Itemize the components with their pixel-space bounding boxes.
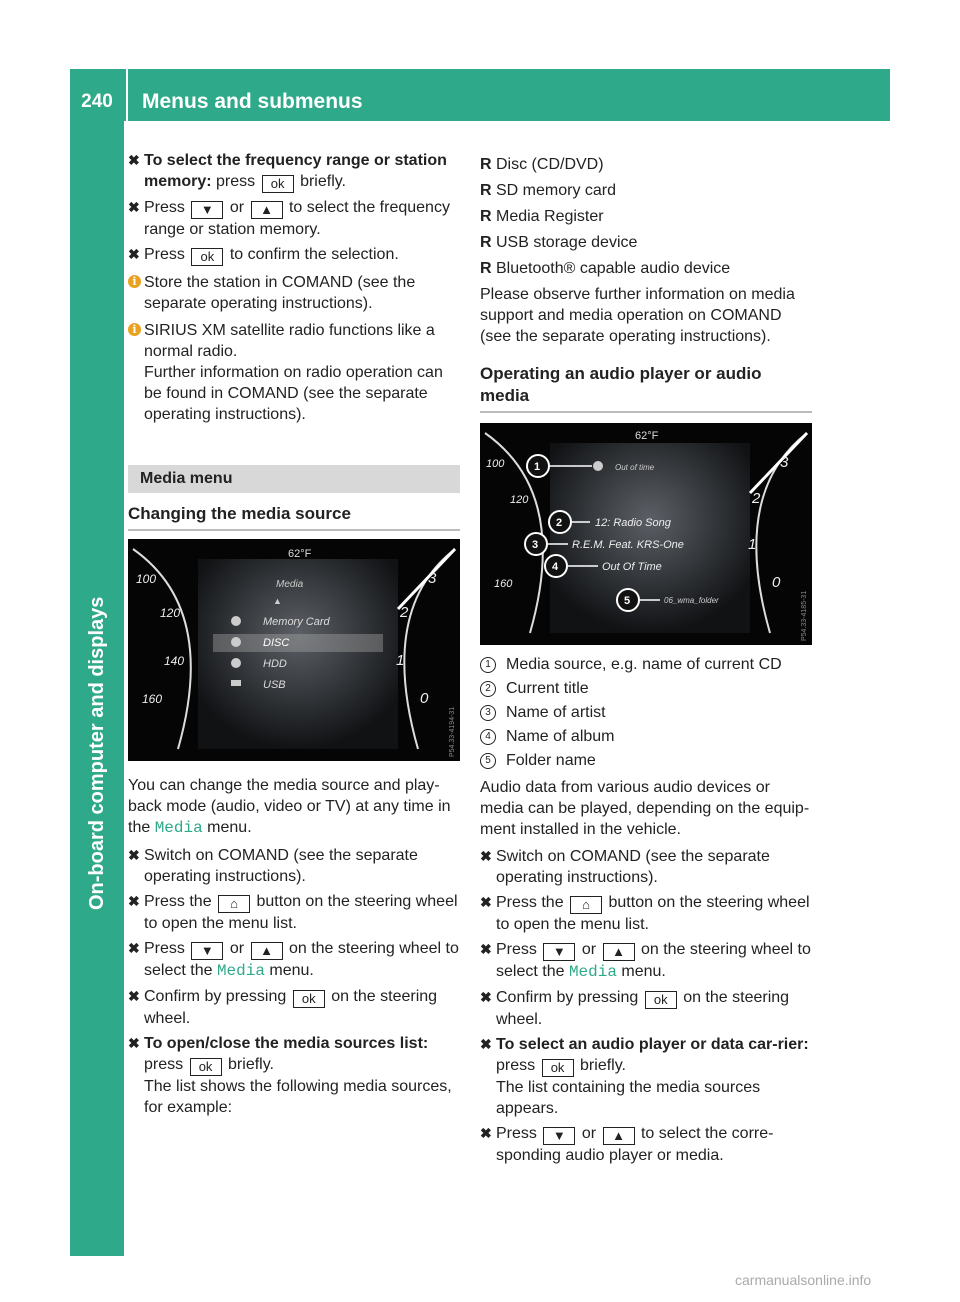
callout-number: 3 — [532, 539, 539, 551]
info-text: Further information on radio operation can be found in COMAND (see the separate operating instructions). — [144, 364, 443, 423]
step-bold: To select the frequency range or station memory: — [144, 152, 447, 190]
tick-label: 100 — [136, 572, 157, 586]
callout-number: 5 — [624, 595, 631, 607]
arrow-icon: ✖ — [480, 1036, 492, 1052]
info-note — [128, 320, 460, 425]
info-icon: i — [128, 323, 141, 336]
step-select-source — [480, 1123, 812, 1166]
info-note — [128, 272, 460, 314]
section-heading: Media menu — [128, 465, 460, 493]
source-text: USB storage device — [496, 234, 638, 251]
step-text: Press — [144, 940, 185, 957]
arrow-icon: ✖ — [128, 847, 140, 863]
step-text: Confirm by pressing — [496, 989, 639, 1006]
tick-label: 2 — [752, 490, 761, 507]
figure-code: P54.33-4194-31 — [449, 706, 456, 757]
tick-label: 1 — [396, 652, 405, 669]
legend-text: Current title — [506, 680, 589, 697]
audio-player-figure — [480, 423, 812, 645]
down-key-icon: ▼ — [543, 943, 575, 961]
step-text: Press the — [144, 893, 212, 910]
legend-text: Folder name — [506, 752, 596, 769]
step-text: Press — [496, 941, 537, 958]
step-text: menu. — [269, 962, 314, 979]
step-press-home — [128, 891, 460, 934]
callout-number: 2 — [556, 517, 563, 529]
info-text: SIRIUS XM satellite radio functions like a normal radio. — [144, 322, 435, 360]
ok-key-icon: ok — [542, 1059, 574, 1077]
source-text: Disc (CD/DVD) — [496, 156, 604, 173]
media-source-label: Out of time — [615, 463, 655, 472]
step-text: Switch on COMAND (see the separate operating instructions). — [144, 847, 418, 885]
arrow-icon: ✖ — [480, 989, 492, 1005]
step-text: Confirm by pressing — [144, 988, 287, 1005]
step-select-frequency — [128, 150, 460, 193]
menu-item: HDD — [263, 658, 287, 670]
track-title: 12: Radio Song — [595, 517, 671, 529]
media-menu-figure — [128, 539, 460, 761]
step-text: button on the steering wheel to open the menu list. — [144, 893, 458, 932]
disc-icon — [231, 637, 241, 647]
arrow-icon: ✖ — [128, 988, 140, 1004]
legend-number: 2 — [480, 681, 496, 697]
legend-item — [480, 677, 812, 701]
arrow-icon: ✖ — [480, 1125, 492, 1141]
menu-item: Memory Card — [263, 616, 330, 628]
disc-icon — [593, 461, 603, 471]
step-switch-on — [480, 846, 812, 888]
arrow-icon: ✖ — [128, 199, 140, 215]
step-confirm-ok — [480, 987, 812, 1030]
step-text: briefly. — [300, 173, 346, 190]
temp-readout: 62°F — [635, 430, 659, 442]
step-select-media — [128, 938, 460, 982]
source-text: SD memory card — [496, 182, 617, 199]
step-text: or — [229, 199, 245, 216]
list-item: R Bluetooth® capable audio device — [480, 260, 731, 277]
step-text: to confirm the selection. — [229, 246, 399, 263]
ok-key-icon: ok — [190, 1058, 222, 1076]
source-text: Media Register — [496, 208, 604, 225]
step-confirm-ok — [128, 986, 460, 1029]
tick-label: 160 — [142, 692, 163, 706]
artist-name: R.E.M. Feat. KRS-One — [572, 539, 684, 551]
page-number: 240 — [81, 91, 113, 112]
temp-readout: 62°F — [288, 548, 312, 560]
tick-label: 160 — [494, 578, 513, 590]
intro-text: You can change the media source and play-back mode (audio, video or TV) at any time in the — [128, 777, 451, 836]
step-press-home — [480, 892, 812, 935]
step-confirm — [128, 244, 460, 266]
step-bold: To open/close the media sources list: — [144, 1035, 429, 1052]
legend-text: Name of artist — [506, 704, 606, 721]
tick-label: 1 — [748, 536, 757, 553]
info-icon: i — [128, 275, 141, 288]
intro-paragraph — [128, 775, 460, 839]
ok-key-icon: ok — [293, 990, 325, 1008]
arrow-icon: ✖ — [128, 1035, 140, 1051]
legend-number: 4 — [480, 729, 496, 745]
step-bold: To select an audio player or data car-rier: — [496, 1036, 809, 1053]
arrow-icon: ✖ — [128, 246, 140, 262]
step-switch-on — [128, 845, 460, 887]
step-text: menu. — [621, 963, 666, 980]
tick-label: 3 — [428, 570, 437, 587]
up-key-icon: ▲ — [603, 943, 635, 961]
tick-label: 0 — [772, 574, 781, 591]
down-key-icon: ▼ — [543, 1127, 575, 1145]
folder-name: 06_wma_folder — [664, 596, 719, 605]
step-text: Press — [144, 199, 185, 216]
step-text: or — [581, 941, 597, 958]
step-text: to select the corre-sponding audio player or media. — [496, 1125, 774, 1164]
step-text: Press the — [496, 894, 564, 911]
right-column — [480, 150, 812, 1170]
step-press-arrows — [128, 197, 460, 240]
step-open-list — [128, 1033, 460, 1118]
album-name: Out Of Time — [602, 561, 662, 573]
legend-number: 1 — [480, 657, 496, 673]
side-tab-title: On-board computer and displays — [86, 596, 108, 910]
info-text: Store the station in COMAND (see the separate operating instructions). — [144, 274, 416, 312]
figure-legend — [480, 653, 812, 773]
watermark: carmanualsonline.info — [735, 1272, 872, 1288]
list-item: R Media Register — [480, 208, 604, 225]
step-text: Switch on COMAND (see the separate operating instructions). — [496, 848, 770, 886]
step-text: briefly. — [580, 1057, 626, 1074]
step-select-player — [480, 1034, 812, 1119]
source-list — [480, 152, 812, 282]
tick-label: 0 — [420, 690, 429, 707]
media-menu-term: Media — [154, 819, 203, 837]
step-text: press — [144, 1056, 184, 1073]
page-title: Menus and submenus — [142, 90, 363, 113]
arrow-icon: ✖ — [480, 848, 492, 864]
tick-label: 140 — [164, 654, 185, 668]
up-key-icon: ▲ — [251, 201, 283, 219]
legend-text: Media source, e.g. name of current CD — [506, 656, 782, 673]
media-menu-term: Media — [568, 963, 617, 981]
callout-number: 4 — [552, 561, 559, 573]
menu-item: DISC — [263, 637, 290, 649]
legend-item — [480, 725, 812, 749]
step-text: to select the frequency range or station memory. — [144, 199, 450, 238]
down-key-icon: ▼ — [191, 942, 223, 960]
arrow-icon: ✖ — [480, 894, 492, 910]
arrow-icon: ✖ — [128, 152, 140, 168]
tick-label: 2 — [400, 604, 409, 621]
ok-key-icon: ok — [645, 991, 677, 1009]
legend-item — [480, 701, 812, 725]
up-arrow-icon: ▲ — [273, 596, 282, 606]
ok-key-icon: ok — [262, 175, 294, 193]
home-key-icon: ⌂ — [218, 895, 250, 913]
hdd-icon — [231, 658, 241, 668]
step-text: The list containing the media sources appears. — [496, 1079, 761, 1117]
legend-number: 5 — [480, 753, 496, 769]
tick-label: 3 — [780, 454, 789, 471]
home-key-icon: ⌂ — [570, 896, 602, 914]
step-text: press — [216, 173, 256, 190]
step-text: on the steering wheel. — [144, 988, 438, 1027]
arrow-icon: ✖ — [480, 941, 492, 957]
step-text: on the steering wheel to select the — [144, 940, 459, 979]
list-item: R SD memory card — [480, 182, 617, 199]
media-menu-term: Media — [216, 962, 265, 980]
source-text: Bluetooth® capable audio device — [496, 260, 731, 277]
media-note: Please observe further information on media support and media operation on COMAND (see the separate operating instructions). — [480, 286, 795, 345]
tick-label: 100 — [486, 458, 505, 470]
tick-label: 120 — [160, 606, 181, 620]
step-select-media — [480, 939, 812, 983]
legend-item — [480, 653, 812, 677]
up-key-icon: ▲ — [603, 1127, 635, 1145]
sub-heading: Changing the media source — [128, 503, 460, 531]
legend-number: 3 — [480, 705, 496, 721]
step-line — [144, 1054, 460, 1076]
arrow-icon: ✖ — [128, 940, 140, 956]
memory-card-icon — [231, 616, 241, 626]
step-text: button on the steering wheel to open the menu list. — [496, 894, 810, 933]
tick-label: 120 — [510, 494, 529, 506]
step-text: or — [581, 1125, 597, 1142]
sub-heading: Operating an audio player or audio media — [480, 363, 812, 413]
step-text: Press — [496, 1125, 537, 1142]
legend-text: Name of album — [506, 728, 615, 745]
side-tab-title-wrap — [84, 530, 110, 910]
down-key-icon: ▼ — [191, 201, 223, 219]
callout-number: 1 — [534, 461, 541, 473]
list-item: R Disc (CD/DVD) — [480, 156, 604, 173]
legend-item — [480, 749, 812, 773]
step-text: on the steering wheel. — [496, 989, 790, 1028]
step-text: Press — [144, 246, 185, 263]
left-column — [128, 150, 460, 1122]
arrow-icon: ✖ — [128, 893, 140, 909]
step-text: on the steering wheel to select the — [496, 941, 811, 980]
menu-item: USB — [263, 679, 286, 691]
header-divider — [126, 69, 128, 121]
up-key-icon: ▲ — [251, 942, 283, 960]
usb-icon — [231, 680, 241, 686]
figure-code: P54.33-4185-31 — [801, 590, 808, 641]
ok-key-icon: ok — [191, 248, 223, 266]
menu-title: Media — [276, 579, 304, 590]
audio-note: Audio data from various audio devices or media can be played, depending on the equip-ment installed in the vehicle. — [480, 779, 810, 838]
step-text: or — [229, 940, 245, 957]
list-item: R USB storage device — [480, 234, 638, 251]
intro-text: menu. — [207, 819, 252, 836]
step-text: briefly. — [228, 1056, 274, 1073]
step-text: The list shows the following media sources, for example: — [144, 1078, 452, 1116]
step-text: press — [496, 1057, 536, 1074]
